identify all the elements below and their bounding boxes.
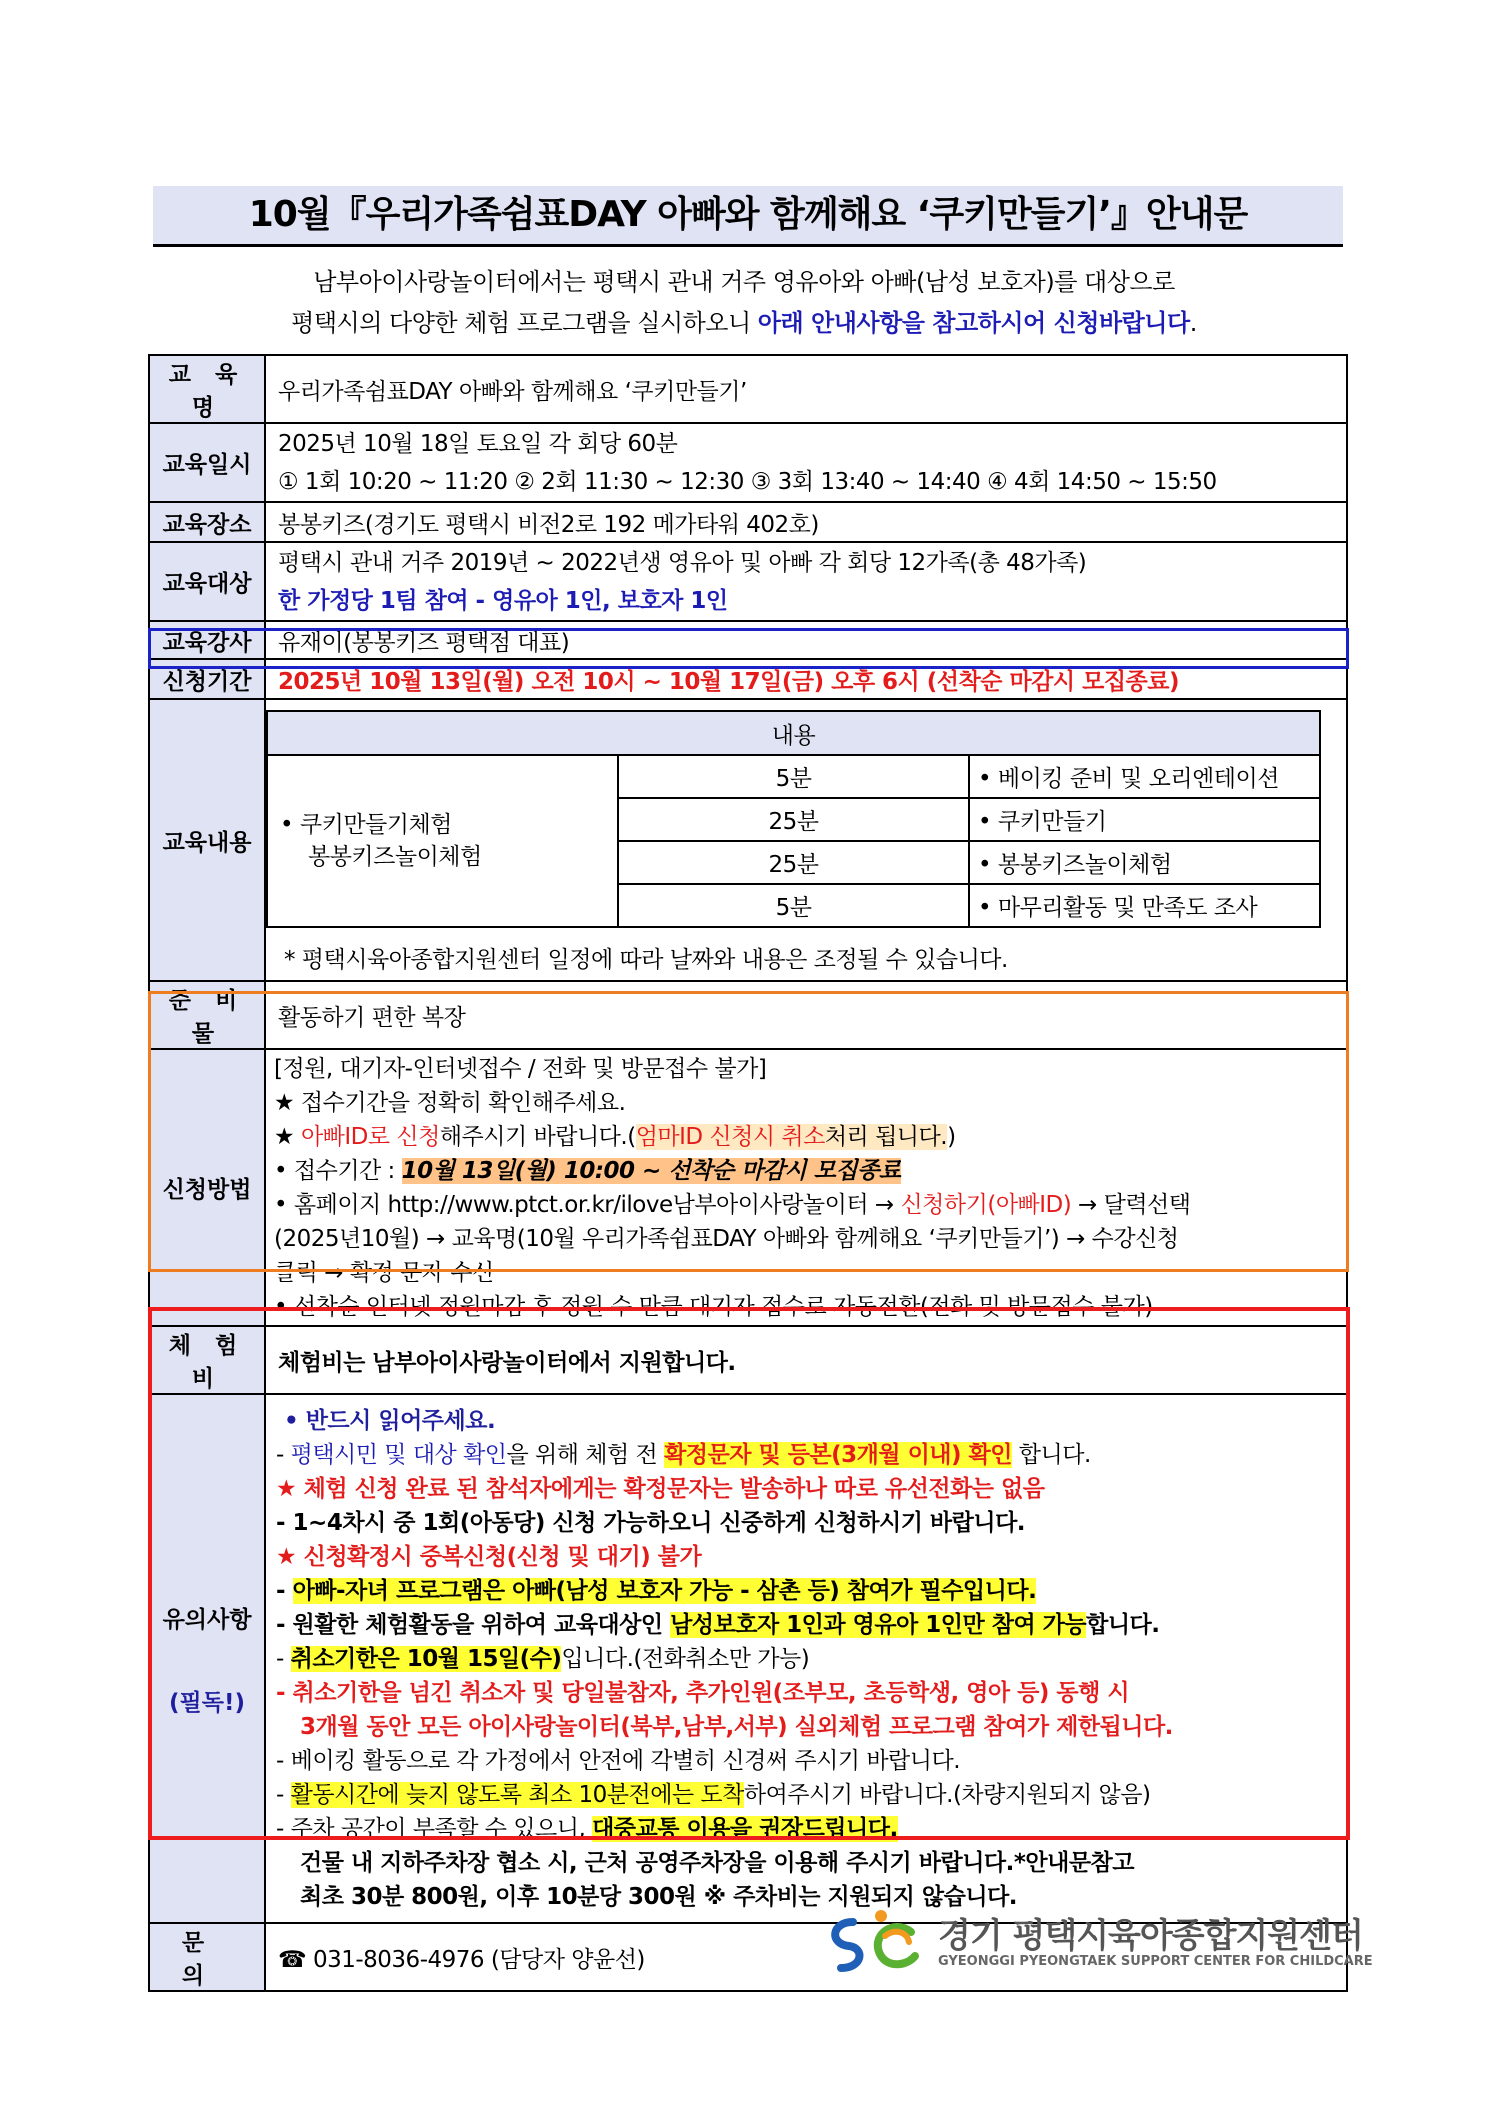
value-teacher: 유재이(봉봉키즈 평택점 대표)	[265, 621, 1347, 659]
method-calendar: → 달력선택	[1071, 1191, 1191, 1218]
method-mom-id-cancel: 엄마ID 신청시 취소	[635, 1123, 825, 1150]
content-duration-4: 5분	[618, 884, 969, 927]
period-highlight-frame	[148, 628, 1349, 669]
content-duration-3: 25분	[618, 841, 969, 884]
notice-dash-6: -	[276, 1577, 293, 1604]
notice-line-7-end: 합니다.	[1086, 1611, 1160, 1638]
row-place	[149, 502, 1347, 542]
content-desc-4: • 마무리활동 및 만족도 조사	[969, 884, 1320, 927]
method-paren: )	[947, 1123, 956, 1150]
content-note: * 평택시육아종합지원센터 일정에 따라 날짜와 내용은 조정될 수 있습니다.	[284, 947, 1008, 973]
date-line-1: 2025년 10월 18일 토요일 각 회당 60분	[278, 430, 678, 457]
method-cancel-end: 처리 됩니다.	[824, 1123, 948, 1150]
content-head: 내용	[267, 711, 1320, 755]
page-title: 10월『우리가족쉼표DAY 아빠와 함께해요 ‘쿠키만들기’』안내문	[153, 186, 1343, 247]
notice-public-transit: 대중교통 이용을 권장드립니다.	[592, 1815, 898, 1842]
method-highlight-frame	[148, 991, 1349, 1272]
label-prep: 준 비 물	[149, 981, 265, 1049]
notice-one-each: 남성보호자 1인과 영유아 1인만 참여 가능	[670, 1611, 1087, 1638]
content-left-line-1: • 쿠키만들기체험	[280, 812, 452, 838]
value-content	[265, 699, 1347, 981]
value-period: 2025년 10월 13일(월) 오전 10시 ~ 10월 17일(금) 오후 6시 (선착순 마감시 모집종료)	[265, 659, 1347, 699]
method-line-3-mid: 해주시기 바랍니다.(	[439, 1123, 636, 1150]
notice-line-3: ★ 체험 신청 완료 된 참석자에게는 확정문자는 발송하나 따로 유선전화는 없음	[276, 1475, 1045, 1502]
content-duration-2: 25분	[618, 798, 969, 841]
label-teacher: 교육강사	[149, 621, 265, 659]
value-target	[265, 542, 1347, 621]
notice-line-8-end: 입니다.(전화취소만 가능)	[561, 1645, 810, 1672]
label-content: 교육내용	[149, 699, 265, 981]
notice-line-2-end: 합니다.	[1011, 1441, 1091, 1468]
date-line-2: ① 1회 10:20 ~ 11:20 ② 2회 11:30 ~ 12:30 ③ 3회 13:40 ~ 14:40 ④ 4회 14:50 ~ 15:50	[278, 468, 1217, 495]
label-fee: 체 험 비	[149, 1326, 265, 1394]
notice-dad-required: 아빠-자녀 프로그램은 아빠(남성 보호자 가능 - 삼촌 등) 참여가 필수입니다.	[292, 1577, 1037, 1604]
logo-name: 경기 평택시육아종합지원센터	[938, 1916, 1363, 1956]
value-place: 봉봉키즈(경기도 평택시 비전2로 192 메가타워 402호)	[265, 502, 1347, 542]
notice-line-1: • 반드시 읽어주세요.	[284, 1407, 496, 1434]
row-name	[149, 355, 1347, 423]
content-schedule-table	[266, 710, 1321, 928]
notice-dash-12: -	[276, 1781, 291, 1808]
row-content	[149, 699, 1347, 981]
label-notice: 유의사항	[162, 1606, 252, 1633]
method-apply-link[interactable]: 신청하기(아빠ID)	[900, 1191, 1072, 1218]
row-target	[149, 542, 1347, 621]
method-line-1: [정원, 대기자-인터넷접수 / 전화 및 방문접수 불가]	[274, 1055, 767, 1082]
notice-verify: 평택시민 및 대상 확인	[290, 1441, 507, 1468]
label-date: 교육일시	[149, 423, 265, 502]
intro-highlight: 아래 안내사항을 참고하시어 신청바랍니다	[757, 309, 1190, 337]
notice-line-12-end: 하여주시기 바랍니다.(차량지원되지 않음)	[743, 1781, 1151, 1808]
sc-swirl-logo-icon	[823, 1906, 927, 1976]
notice-line-4: - 1~4차시 중 1회(아동당) 신청 가능하오니 신중하게 신청하시기 바랍니다.	[276, 1509, 1026, 1536]
method-period-value: 10월 13일(월) 10:00 ~ 선착순 마감시 모집종료	[401, 1157, 901, 1184]
content-left-cell	[267, 755, 618, 927]
content-desc-3: • 봉봉키즈놀이체험	[969, 841, 1320, 884]
row-date	[149, 423, 1347, 502]
label-place: 교육장소	[149, 502, 265, 542]
method-line-6: (2025년10월) → 교육명(10월 우리가족쉼표DAY 아빠와 함께해요 ‘쿠키만들기’) → 수강신청	[274, 1225, 1179, 1252]
notice-line-10: 3개월 동안 모든 아이사랑놀이터(북부,남부,서부) 실외체험 프로그램 참여가 제한됩니다.	[300, 1713, 1173, 1740]
method-homepage: • 홈페이지 http://www.ptct.or.kr/ilove남부아이사랑놀이터 →	[274, 1191, 901, 1218]
notice-line-7-start: - 원활한 체험활동을 위하여 교육대상인	[276, 1611, 671, 1638]
notice-line-13-start: - 주차 공간이 부족할 수 있으니,	[276, 1815, 593, 1842]
notice-highlight-frame	[148, 1307, 1350, 1840]
intro-line-2	[0, 303, 1488, 338]
notice-confirm-docs: 확정문자 및 등본(3개월 이내) 확인	[664, 1441, 1012, 1468]
method-dad-id: 아빠ID로 신청	[300, 1123, 440, 1150]
notice-cancel-deadline: 취소기한은 10월 15일(수)	[290, 1645, 562, 1672]
method-star: ★	[274, 1123, 301, 1150]
notice-dash: -	[276, 1441, 291, 1468]
label-contact: 문 의	[149, 1923, 265, 1991]
label-method: 신청방법	[149, 1049, 265, 1326]
label-target: 교육대상	[149, 542, 265, 621]
content-left-line-2: 봉봉키즈놀이체험	[308, 844, 482, 870]
value-date	[265, 423, 1347, 502]
notice-arrive-early: 활동시간에 늦지 않도록 최소 10분전에는 도착	[290, 1781, 744, 1808]
content-duration-1: 5분	[618, 755, 969, 798]
content-desc-2: • 쿠키만들기	[969, 798, 1320, 841]
value-fee: 체험비는 남부아이사랑놀이터에서 지원합니다.	[265, 1326, 1347, 1394]
center-logo	[823, 1906, 1373, 1978]
notice-dash-8: -	[276, 1645, 291, 1672]
notice-line-2-mid: 을 위해 체험 전	[506, 1441, 665, 1468]
value-contact: ☎ 031-8036-4976 (담당자 양윤선)	[265, 1923, 1347, 1991]
target-line-2: 한 가정당 1팀 참여 - 영유아 1인, 보호자 1인	[278, 587, 728, 614]
target-line-1: 평택시 관내 거주 2019년 ~ 2022년생 영유아 및 아빠 각 회당 12가족(총 48가족)	[278, 549, 1087, 576]
notice-line-5: ★ 신청확정시 중복신청(신청 및 대기) 불가	[276, 1543, 702, 1570]
value-prep: 활동하기 편한 복장	[265, 981, 1347, 1049]
method-period-label: • 접수기간 :	[274, 1157, 402, 1184]
intro-line-2-text: 평택시의 다양한 체험 프로그램을 실시하오니	[291, 309, 758, 337]
notice-line-11: - 베이킹 활동으로 각 가정에서 안전에 각별히 신경써 주시기 바랍니다.	[276, 1747, 961, 1774]
value-name: 우리가족쉼표DAY 아빠와 함께해요 ‘쿠키만들기’	[265, 355, 1347, 423]
method-line-7: 클릭 → 확정 문자 수신	[274, 1259, 494, 1286]
label-name: 교 육 명	[149, 355, 265, 423]
method-line-8: • 선착순 인터넷 정원마감 후 정원 수 만큼 대기자 접수로 자동전환(전화 및 방문접수 불가)	[274, 1293, 1153, 1320]
method-line-2: ★ 접수기간을 정확히 확인해주세요.	[274, 1089, 626, 1116]
label-notice-must-read: (필독!)	[169, 1689, 245, 1716]
content-desc-1: • 베이킹 준비 및 오리엔테이션	[969, 755, 1320, 798]
notice-line-9: - 취소기한을 넘긴 취소자 및 당일불참자, 추가인원(조부모, 초등학생, 영아 등) 동행 시	[276, 1679, 1130, 1706]
intro-period: .	[1189, 309, 1197, 337]
notice-line-14: 건물 내 지하주차장 협소 시, 근처 공영주차장을 이용해 주시기 바랍니다.*안내문참고	[300, 1849, 1134, 1876]
logo-subtitle: GYEONGGI PYEONGTAEK SUPPORT CENTER FOR CHILDCARE	[938, 1954, 1373, 1969]
notice-line-15: 최초 30분 800원, 이후 10분당 300원 ※ 주차비는 지원되지 않습니다.	[300, 1883, 1018, 1910]
intro-line-1: 남부아이사랑놀이터에서는 평택시 관내 거주 영유아와 아빠(남성 보호자)를 대상으로	[313, 268, 1175, 296]
label-period: 신청기간	[149, 659, 265, 699]
